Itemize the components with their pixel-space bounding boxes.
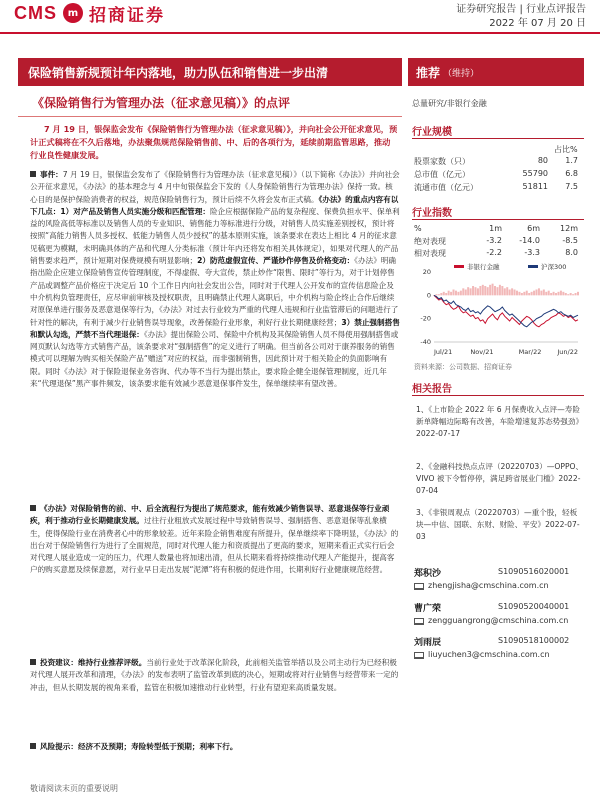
point-2-text: 《办法》明确指出险企应建立保险销售宣传管理制度，不得虚假、夸大宣传，禁止炒作“限售、限时”等行为，对于计划停售产品或调整产品价格应于决定后 10 个工作日内向社会发出公告，同时对于代理人公开发布的宣传信息险企及中介机构负管理责任，应尽审前审核及授权职责，且明确禁止代理人离职后，中介机构与险企终止合作后继续对原保单进行服务及恶意退保等行为，《办法》对过去行业较为严重的代理人违规和行业监管滞后的问题进行了针对性的解决，有利于减少行业销售误导现象，改善保险行业形象，利好行业长期健康经营； — [30, 256, 399, 327]
scale-row-label: 股票家数（只） — [414, 157, 470, 166]
point-2-lead: 2）防范虚假宣传、严谨炒作停售及价格变动： — [197, 256, 355, 266]
y-tick-label: 0 — [426, 291, 431, 300]
excess-return-bar — [482, 285, 484, 296]
report-type: 证券研究报告 | 行业点评报告 — [456, 4, 586, 15]
index-heading: 行业指数 — [412, 208, 452, 219]
bullet-icon — [30, 743, 36, 749]
excess-return-bar — [555, 293, 557, 295]
excess-return-bar — [545, 292, 547, 296]
scale-row — [414, 182, 584, 193]
rating-label: 推荐 — [416, 65, 441, 80]
excess-return-bar — [489, 285, 491, 296]
bullet-icon — [30, 505, 36, 511]
analyst-email[interactable]: liuyuchen3@cmschina.com.cn — [428, 650, 550, 659]
analyst-license: S1090520040001 — [498, 602, 570, 611]
index-divider — [412, 219, 584, 220]
legend-item — [454, 262, 500, 271]
excess-return-bar — [565, 293, 567, 295]
risk-lead: 风险提示： — [40, 742, 78, 751]
related-heading: 相关报告 — [412, 384, 452, 395]
scale-row — [414, 156, 584, 167]
rating-badge — [408, 58, 584, 86]
event-lead: 事件： — [40, 170, 63, 179]
excess-return-bar — [562, 292, 564, 296]
index-cell: 8.0 — [565, 248, 578, 257]
excess-return-bar — [528, 293, 530, 295]
scale-ratio-header: 占比% — [554, 145, 578, 154]
event-text: 7 月 19 日，银保监会发布了《保险销售行为管理办法（征求意见稿）》（以下简称《办法》）并向社会公开征求意见，《办法》的基本理念与 4 月中旬银保监会下发的《人身保险销售行为管理办法》保持一致。核心目的是保护保险消费者的权益，规范保险销售行为，预计后续不久将会发布正式稿。 — [30, 170, 400, 204]
excess-return-bar — [487, 287, 489, 295]
excess-return-bar — [470, 288, 472, 295]
analyst-name: 曹广荣 — [414, 604, 442, 614]
excess-return-bar — [455, 291, 457, 296]
legend-swatch — [454, 265, 464, 268]
excess-return-bar — [518, 292, 520, 296]
points-lead: 《办法》的重点内容有以下几点：1）对产品及销售人员实施分级和匹配管理： — [30, 194, 399, 216]
excess-return-bar — [504, 288, 506, 295]
excess-return-bar — [557, 292, 559, 296]
sector-label: 总量研究/非银行金融 — [412, 99, 487, 108]
related-report-1[interactable]: 1、《上市险企 2022 年 6 月保费收入点评—寿险新单降幅边际略有改善，车险增速复苏态势强劲》2022-07-17 — [416, 405, 584, 438]
excess-return-bar — [536, 290, 538, 296]
risk-paragraph — [30, 741, 400, 753]
index-cell: -3.3 — [524, 248, 540, 257]
rating-sub: （维持） — [443, 68, 480, 79]
summary-paragraph: 7 月 19 日，银保监会发布《保险销售行为管理办法（征求意见稿）》，并向社会公开征求意见，预计正式稿将在不久后落地，办法聚焦规范保险销售前、中、后的各项行为，延续前期监管思路，推动行业良性健康发展。 — [30, 124, 398, 160]
investment-paragraph — [30, 657, 400, 694]
index-header-row — [414, 224, 584, 233]
excess-return-bar — [492, 284, 494, 296]
bullet-icon — [30, 659, 36, 665]
excess-return-bar — [465, 290, 467, 296]
investment-lead: 投资建议： — [40, 658, 78, 667]
y-tick-label: -40 — [420, 338, 431, 346]
legend-item — [528, 262, 566, 271]
excess-return-bar — [445, 293, 447, 295]
chart-source: 资料来源：公司数据、招商证券 — [414, 363, 512, 371]
excess-return-bar — [474, 287, 476, 295]
mail-icon — [414, 618, 424, 625]
scale-row-value: 51811 — [522, 182, 548, 191]
process-lead: 《办法》对保险销售的前、中、后全流程行为提出了规范要求，能有效减少销售误导、恶意退保等行业顽疾，利于推动行业长期健康发展。 — [30, 504, 390, 526]
excess-return-bar — [509, 290, 511, 296]
mail-icon — [414, 583, 424, 590]
related-report-2[interactable]: 2、《金融科技热点点评（20220703）—OPPO、VIVO 被下令暂停停，满足跨省展业门槛》2022-07-04 — [416, 462, 584, 495]
excess-return-bar — [523, 292, 525, 296]
scale-row-ratio: 1.7 — [565, 156, 578, 165]
excess-return-bar — [457, 292, 459, 296]
excess-return-bar — [450, 292, 452, 296]
excess-return-bar — [501, 286, 503, 295]
x-tick-label: Jun/22 — [557, 348, 578, 356]
subtitle-divider — [18, 116, 402, 117]
legend-label: 沪深300 — [541, 263, 567, 271]
index-cell: -3.2 — [486, 236, 502, 245]
index-col-unit: % — [414, 224, 422, 233]
excess-return-bar — [511, 288, 513, 295]
excess-return-bar — [453, 290, 455, 296]
report-date: 2022 年 07 月 20 日 — [489, 18, 586, 29]
scale-row-value: 80 — [537, 156, 548, 165]
index-chart-svg — [414, 258, 586, 358]
excess-return-bar — [467, 287, 469, 295]
footer-note: 敬请阅读末页的重要说明 — [30, 784, 118, 793]
cms-logo — [14, 0, 165, 26]
analyst-name: 郑积沙 — [414, 569, 442, 579]
excess-return-bar — [484, 286, 486, 295]
index-row — [414, 236, 584, 247]
excess-return-bar — [462, 288, 464, 295]
related-report-3[interactable]: 3、《非银周观点（20220703）—重个股，轻板块—中信、国联、东财、财险、平安》2022-07-03 — [416, 508, 580, 541]
excess-return-bar — [514, 290, 516, 296]
index-cell: -2.2 — [486, 248, 502, 257]
scale-row-ratio: 7.5 — [565, 182, 578, 191]
process-text: 过往行业粗放式发展过程中导致销售误导、强制搭售、恶意退保等乱象横生，使得保险行业在消费者心中的形象较差。近年来险企销售难度有所提升，保单继续率下降明显，《办法》的出台对于保险销售行为进行了全面规范，同时对代理人能力和资质提出了更高的要求，短期来看正式实行后会对代理人展业造成一定的压力，代理人数量也将加速出清，但从长期来看将持续推动代理人产能提升，提高客户的购买意愿及续保意愿，对行业早日走出发展“泥潭”将有积极的促进作用，长期利好行业健康规范经营。 — [30, 516, 399, 575]
investment-text: 当前行业处于改革深化阶段，此前相关监管举措以及公司主动行为已经积极对代理人展开改革和清理，《办法》的发布表明了监管改革到底的决心，短期或将对行业销售与经营带来一定的冲击，但从长期发展的视角来看，监管在积极加速推动行业转型，行业有望迎来高质量发展。 — [30, 658, 399, 692]
scale-row-label: 流通市值（亿元） — [414, 183, 478, 192]
excess-return-bar — [521, 293, 523, 295]
bullet-icon — [30, 171, 36, 177]
index-col-6m: 6m — [527, 224, 540, 233]
scale-row-ratio: 6.8 — [565, 169, 578, 178]
excess-return-bar — [570, 293, 572, 295]
excess-return-bar — [435, 294, 437, 295]
legend-label: 非银行金融 — [467, 263, 500, 271]
excess-return-bar — [567, 294, 569, 295]
analyst-license: S1090518100002 — [498, 636, 570, 645]
excess-return-bar — [472, 286, 474, 295]
risk-text: 经济不及预期；寿险转型低于预期；利率下行。 — [77, 742, 238, 751]
excess-return-bar — [560, 291, 562, 296]
excess-return-bar — [494, 286, 496, 295]
y-tick-label: 20 — [422, 268, 431, 276]
report-subtitle: 《保险销售行为管理办法（征求意见稿）》的点评 — [32, 96, 291, 110]
point-1-text: 险企应根据保险产品的复杂程度、保费负担水平、保单利益的风险高低等标准以及销售人员的专业知识、销售能力等标准进行分级，对销售人员实施差别授权，预计将按照“高能力销售人员多授权、低能力销售人员少授权”的基本原则实施，该条要求在表达上相比 4 月的征求意见稿更为模糊，未明确具体的产品和代理人分类标准（预计年内还将发布相关具体规定），如果对代理人的产品销售要求趋严，预计短期对保费规模有明显影响； — [30, 206, 400, 266]
header-divider — [0, 32, 600, 34]
index-cell: -14.0 — [519, 236, 540, 245]
analyst-email[interactable]: zengguangrong@cmschina.com.cn — [428, 616, 569, 625]
index-row-label: 绝对表现 — [414, 237, 446, 246]
excess-return-bar — [496, 287, 498, 295]
related-divider — [412, 395, 584, 396]
excess-return-bar — [553, 292, 555, 296]
index-chart — [414, 258, 586, 358]
excess-return-bar — [440, 293, 442, 295]
analyst-name: 刘雨辰 — [414, 638, 442, 648]
excess-return-bar — [448, 291, 450, 296]
analyst-email[interactable]: zhengjisha@cmschina.com.cn — [428, 581, 549, 590]
index-col-1m: 1m — [489, 224, 502, 233]
excess-return-bar — [477, 288, 479, 295]
legend-swatch — [528, 265, 538, 268]
scale-row — [414, 169, 584, 180]
excess-return-bar — [479, 286, 481, 295]
scale-heading: 行业规模 — [412, 127, 452, 138]
index-col-12m: 12m — [560, 224, 578, 233]
mail-icon — [414, 652, 424, 659]
excess-return-bar — [533, 291, 535, 296]
x-tick-label: Nov/21 — [470, 348, 494, 356]
report-header — [0, 0, 600, 38]
logo-badge-icon: m — [63, 3, 83, 23]
analyst-license: S1090516020001 — [498, 567, 570, 576]
excess-return-bar — [538, 288, 540, 295]
scale-divider — [412, 138, 584, 139]
process-paragraph — [30, 503, 400, 577]
excess-return-bar — [531, 292, 533, 296]
excess-return-bar — [499, 285, 501, 296]
scale-row-value: 55790 — [522, 169, 548, 178]
excess-return-bar — [548, 291, 550, 296]
excess-return-bar — [526, 291, 528, 296]
excess-return-bar — [540, 291, 542, 296]
excess-return-bar — [543, 290, 545, 296]
logo-cms-text: CMS — [14, 2, 57, 23]
excess-return-bar — [516, 291, 518, 296]
x-tick-label: Jul/21 — [434, 348, 453, 356]
excess-return-bar — [550, 293, 552, 295]
report-title: 保险销售新规预计年内落地，助力队伍和销售进一步出清 — [18, 58, 402, 86]
series-line-csi300 — [434, 295, 578, 327]
excess-return-bar — [438, 294, 440, 295]
scale-row-label: 总市值（亿元） — [414, 170, 470, 179]
excess-return-bar — [575, 293, 577, 295]
point-3-lead: 3）禁止强制搭售和默认勾选，严禁不当代理退保： — [30, 317, 400, 339]
index-row-label: 相对表现 — [414, 249, 446, 258]
excess-return-bar — [572, 294, 574, 295]
excess-return-bar — [460, 291, 462, 296]
excess-return-bar — [577, 292, 579, 296]
logo-cn-text: 招商证券 — [89, 5, 165, 26]
x-tick-label: Mar/22 — [518, 348, 542, 356]
excess-return-bar — [506, 287, 508, 295]
y-tick-label: -20 — [420, 314, 431, 323]
event-paragraph — [30, 169, 400, 390]
investment-rating: 维持行业推荐评级。 — [77, 658, 147, 667]
excess-return-bar — [443, 292, 445, 296]
index-cell: -8.5 — [562, 236, 578, 245]
point-3-text: 《办法》提出保险公司、保险中介机构及其保险销售人员不得使用强制搭售或网页默认勾选等方式销售产品，该条要求对“强制搭售”的定义进行了明确。但当前各公司对于康养服务的销售模式可以理解为购买相关保险产品“赠送”对应的权益，而非强制销售，因此预计对于相关险企的负面影响有限。同时《办法》对于保险退保业务咨询、代办等不当行为提出禁止，要求险企健全退保管理制度，近几年来“代理退保”黑产事件频发，该条要求能有效减少恶意退保事件发生，保单继续率有望改善。 — [30, 329, 399, 389]
